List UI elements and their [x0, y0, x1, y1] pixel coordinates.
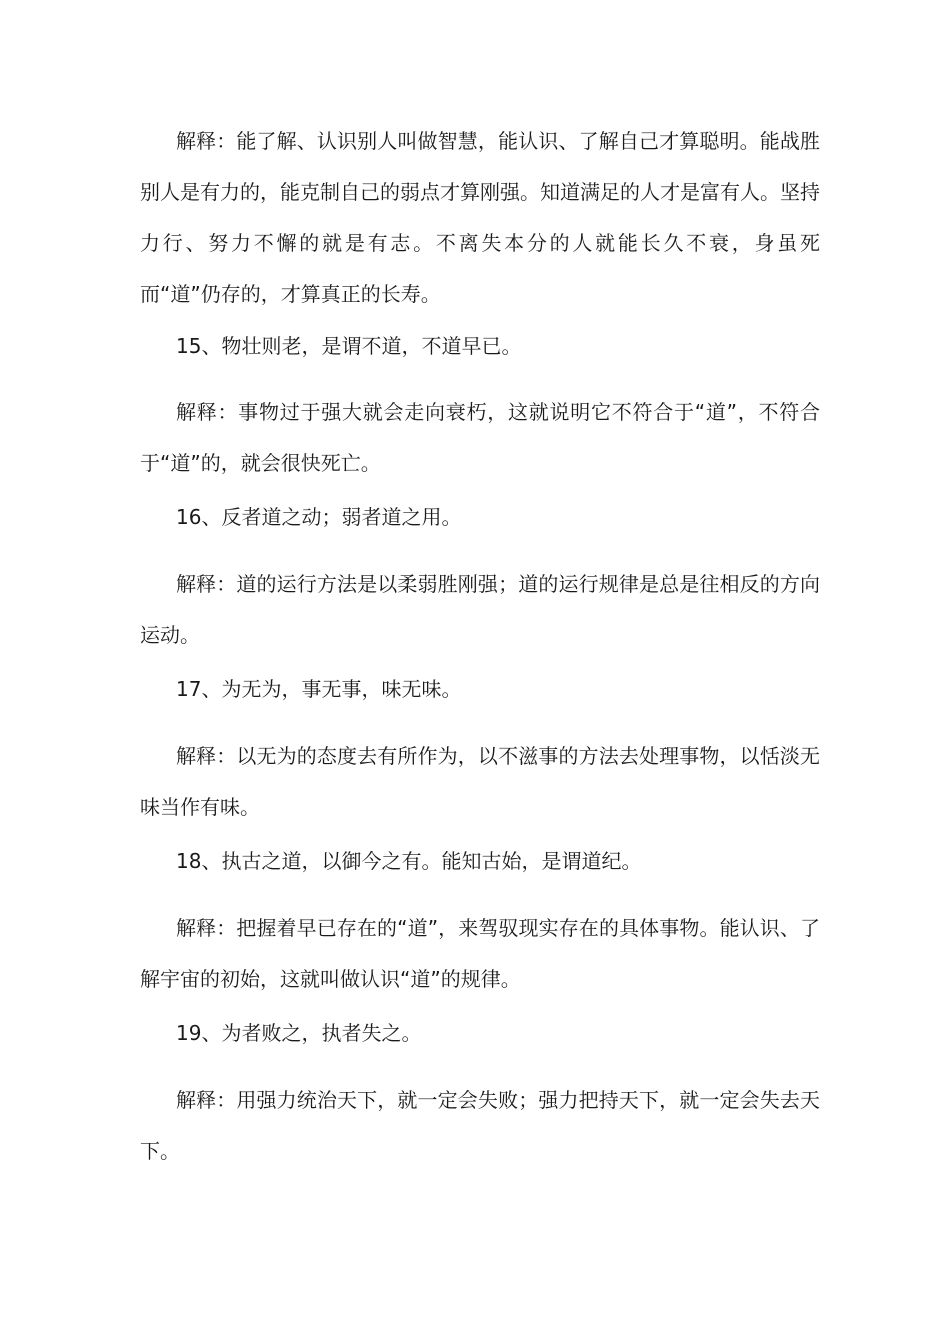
paragraph-verse-18: 18、执古之道，以御今之有。能知古始，是谓道纪。	[176, 849, 642, 873]
paragraph-verse-19: 19、为者败之，执者失之。	[176, 1021, 422, 1045]
paragraph-explanation-14: 解释：能了解、认识别人叫做智慧，能认识、了解自己才算聪明。能战胜别人是有力的，能克制自己的弱点才算刚强。知道满足的人才是富有人。坚持力行、努力不懈的就是有志。不离失本分的人就能长久不衰，身虽死而“道”仍存的，才算真正的长寿。	[140, 129, 820, 306]
paragraph-explanation-16: 解释：道的运行方法是以柔弱胜刚强；道的运行规律是总是往相反的方向运动。	[140, 572, 820, 647]
paragraph-verse-16: 16、反者道之动；弱者道之用。	[176, 505, 462, 529]
paragraph-verse-17: 17、为无为，事无事，味无味。	[176, 677, 462, 701]
paragraph-explanation-15: 解释：事物过于强大就会走向衰朽，这就说明它不符合于“道”，不符合于“道”的，就会很快死亡。	[140, 400, 820, 475]
paragraph-explanation-18: 解释：把握着早已存在的“道”，来驾驭现实存在的具体事物。能认识、了解宇宙的初始，这就叫做认识“道”的规律。	[140, 916, 820, 991]
paragraph-explanation-19: 解释：用强力统治天下，就一定会失败；强力把持天下，就一定会失去天下。	[140, 1088, 820, 1163]
paragraph-verse-15: 15、物壮则老，是谓不道，不道早已。	[176, 334, 522, 358]
paragraph-explanation-17: 解释：以无为的态度去有所作为，以不滋事的方法去处理事物，以恬淡无味当作有味。	[140, 744, 820, 819]
